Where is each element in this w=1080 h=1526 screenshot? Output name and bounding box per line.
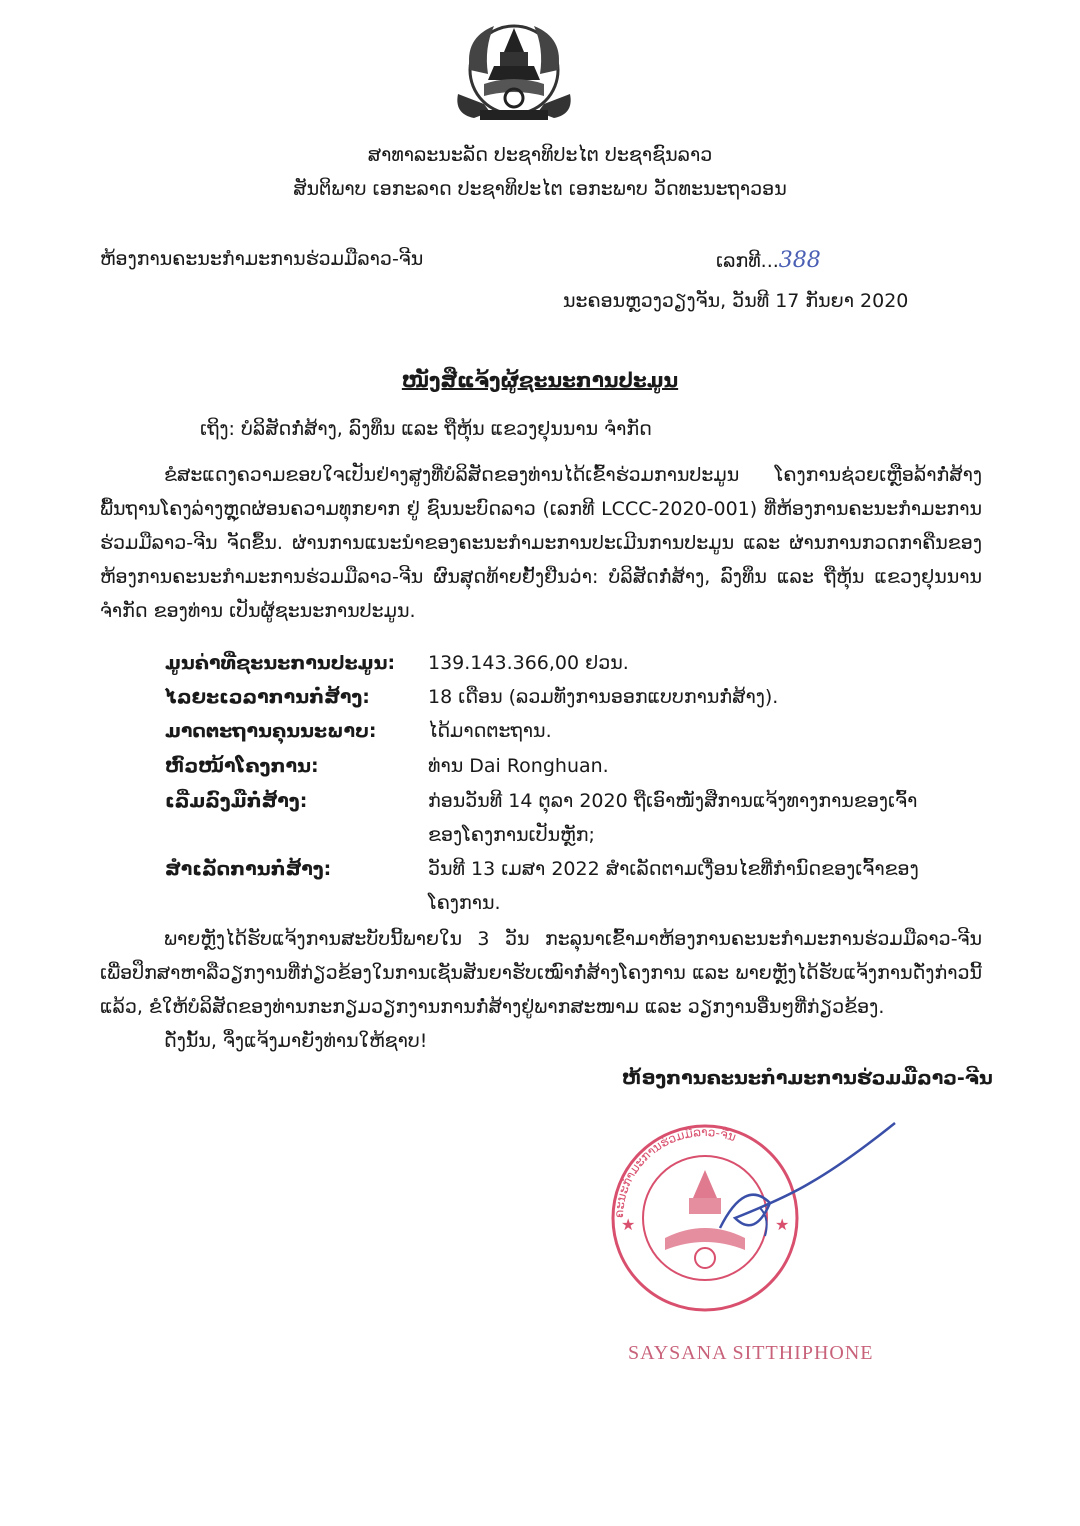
reference-dots: ... xyxy=(760,250,779,272)
detail-value-duration: 18 ເດືອນ (ລວມທັງການອອກແບບການກໍ່ສ້າງ). xyxy=(428,686,779,708)
signature-office: ຫ້ອງການຄະນະກຳມະການຮ່ວມມືລາວ-ຈີນ xyxy=(622,1067,993,1089)
detail-label-completion: ສຳເລັດການກໍ່ສ້າງ: xyxy=(165,858,332,880)
closing-line: ດັ່ງນັ້ນ, ຈຶ່ງແຈ້ງມາຍັງທ່ານໃຫ້ຊາບ! xyxy=(164,1030,428,1052)
detail-value-bid-value: 139.143.366,00 ຢວນ. xyxy=(428,652,629,674)
reference-number xyxy=(716,244,821,278)
detail-value-quality: ໄດ້ມາດຕະຖານ. xyxy=(428,720,552,742)
detail-label-duration: ໄລຍະເວລາການກໍ່ສ້າງ: xyxy=(165,686,370,708)
svg-text:★: ★ xyxy=(775,1215,790,1234)
svg-text:★: ★ xyxy=(621,1215,636,1234)
detail-value-completion: ວັນທີ 13 ເມສາ 2022 ສຳເລັດຕາມເງື່ອນໄຂທີ່ກຳນົດຂອງເຈົ້າຂອງໂຄງການ. xyxy=(428,858,919,914)
body-paragraph-1 xyxy=(100,458,982,628)
handwritten-signature xyxy=(720,1123,895,1228)
paragraph-text: ພາຍຫຼັງໄດ້ຮັບແຈ້ງການສະບັບນີ້ພາຍໃນ 3 ວັນ ກະລຸນາເຂົ້າມາຫ້ອງການຄະນະກຳມະການຮ່ວມມືລາວ-ຈີນ ເພື່ອປຶກສາຫາລືວຽກງານທີ່ກ່ຽວຂ້ອງໃນການເຊັນສັນຍາຮັບເໝົາກໍ່ສ້າງໂຄງການ ແລະ ພາຍຫຼັງໄດ້ຮັບແຈ້ງການດັ່ງກ່າວນີ້ແລ້ວ, ຂໍໃຫ້ບໍລິສັດຂອງທ່ານກະກຽມວຽກງານການກໍ່ສ້າງຢູ່ພາກສະໜາມ ແລະ ວຽກງານອື່ນໆທີ່ກ່ຽວຂ້ອງ. xyxy=(100,928,982,1018)
detail-value-start: ກ່ອນວັນທີ 14 ຕຸລາ 2020 ຖືເອົາໜັງສືການແຈ້ງທາງການຂອງເຈົ້າຂອງໂຄງການເປັນຫຼັກ; xyxy=(428,790,918,846)
lao-national-emblem xyxy=(444,18,584,126)
reference-label: ເລກທີ xyxy=(716,250,761,272)
national-motto: ສັນຕິພາບ ເອກະລາດ ປະຊາທິປະໄຕ ເອກະພາບ ວັດທະນະຖາວອນ xyxy=(293,178,787,200)
detail-label-bid-value: ມູນຄ່າທີ່ຊະນະການປະມູນ: xyxy=(165,652,396,674)
document-title: ໜັງສືແຈ້ງຜູ້ຊະນະການປະມູນ xyxy=(401,368,679,392)
signatory-name: SAYSANA SITTHIPHONE xyxy=(628,1342,874,1364)
detail-label-project-manager: ຫົວໜ້າໂຄງການ: xyxy=(165,755,319,777)
issuing-office: ຫ້ອງການຄະນະກຳມະການຮ່ວມມືລາວ-ຈີນ xyxy=(100,248,424,270)
recipient-line: ເຖິງ: ບໍລິສັດກໍ່ສ້າງ, ລົງທຶນ ແລະ ຖືຫຸ້ນ ແຂວງຢຸນນານ ຈຳກັດ xyxy=(200,418,652,440)
country-name: ສາທາລະນະລັດ ປະຊາທິປະໄຕ ປະຊາຊົນລາວ xyxy=(367,144,713,166)
reference-handwritten-number: 388 xyxy=(778,248,821,273)
detail-label-start: ເລີ່ມລົງມືກໍ່ສ້າງ: xyxy=(165,790,308,812)
body-paragraph-2 xyxy=(100,922,982,1058)
official-seal xyxy=(595,1118,915,1318)
seal-text: ຄະນະກຳມະການຮ່ວມມືລາວ-ຈີນ xyxy=(611,1124,738,1219)
date-line: ນະຄອນຫຼວງວຽງຈັນ, ວັນທີ 17 ກັນຍາ 2020 xyxy=(563,290,909,312)
detail-label-quality: ມາດຕະຖານຄຸນນະພາບ: xyxy=(165,720,377,742)
paragraph-text: ຂໍສະແດງຄວາມຂອບໃຈເປັນຢ່າງສູງທີ່ບໍລິສັດຂອງທ່ານໄດ້ເຂົ້າຮ່ວມການປະມູນ ໂຄງການຊ່ວຍເຫຼືອລ້າກໍ່ສ້າງພື້ນຖານໂຄງລ່າງຫຼຸດຜ່ອນຄວາມທຸກຍາກ ຢູ່ ຊົນນະບົດລາວ (ເລກທີ LCCC-2020-001) ທີ່ຫ້ອງການຄະນະກຳມະການຮ່ວມມືລາວ-ຈີນ ຈັດຂຶ້ນ. ຜ່ານການແນະນຳຂອງຄະນະກຳມະການປະເມີນການປະມູນ ແລະ ຜ່ານການກວດກາຄືນຂອງຫ້ອງການຄະນະກຳມະການຮ່ວມມືລາວ-ຈີນ ຜົນສຸດທ້າຍຢັ້ງຢືນວ່າ: ບໍລິສັດກໍ່ສ້າງ, ລົງທຶນ ແລະ ຖືຫຸ້ນ ແຂວງຢຸນນານ ຈຳກັດ ຂອງທ່ານ ເປັນຜູ້ຊະນະການປະມູນ. xyxy=(100,464,982,622)
detail-value-project-manager: ທ່ານ Dai Ronghuan. xyxy=(428,755,609,777)
